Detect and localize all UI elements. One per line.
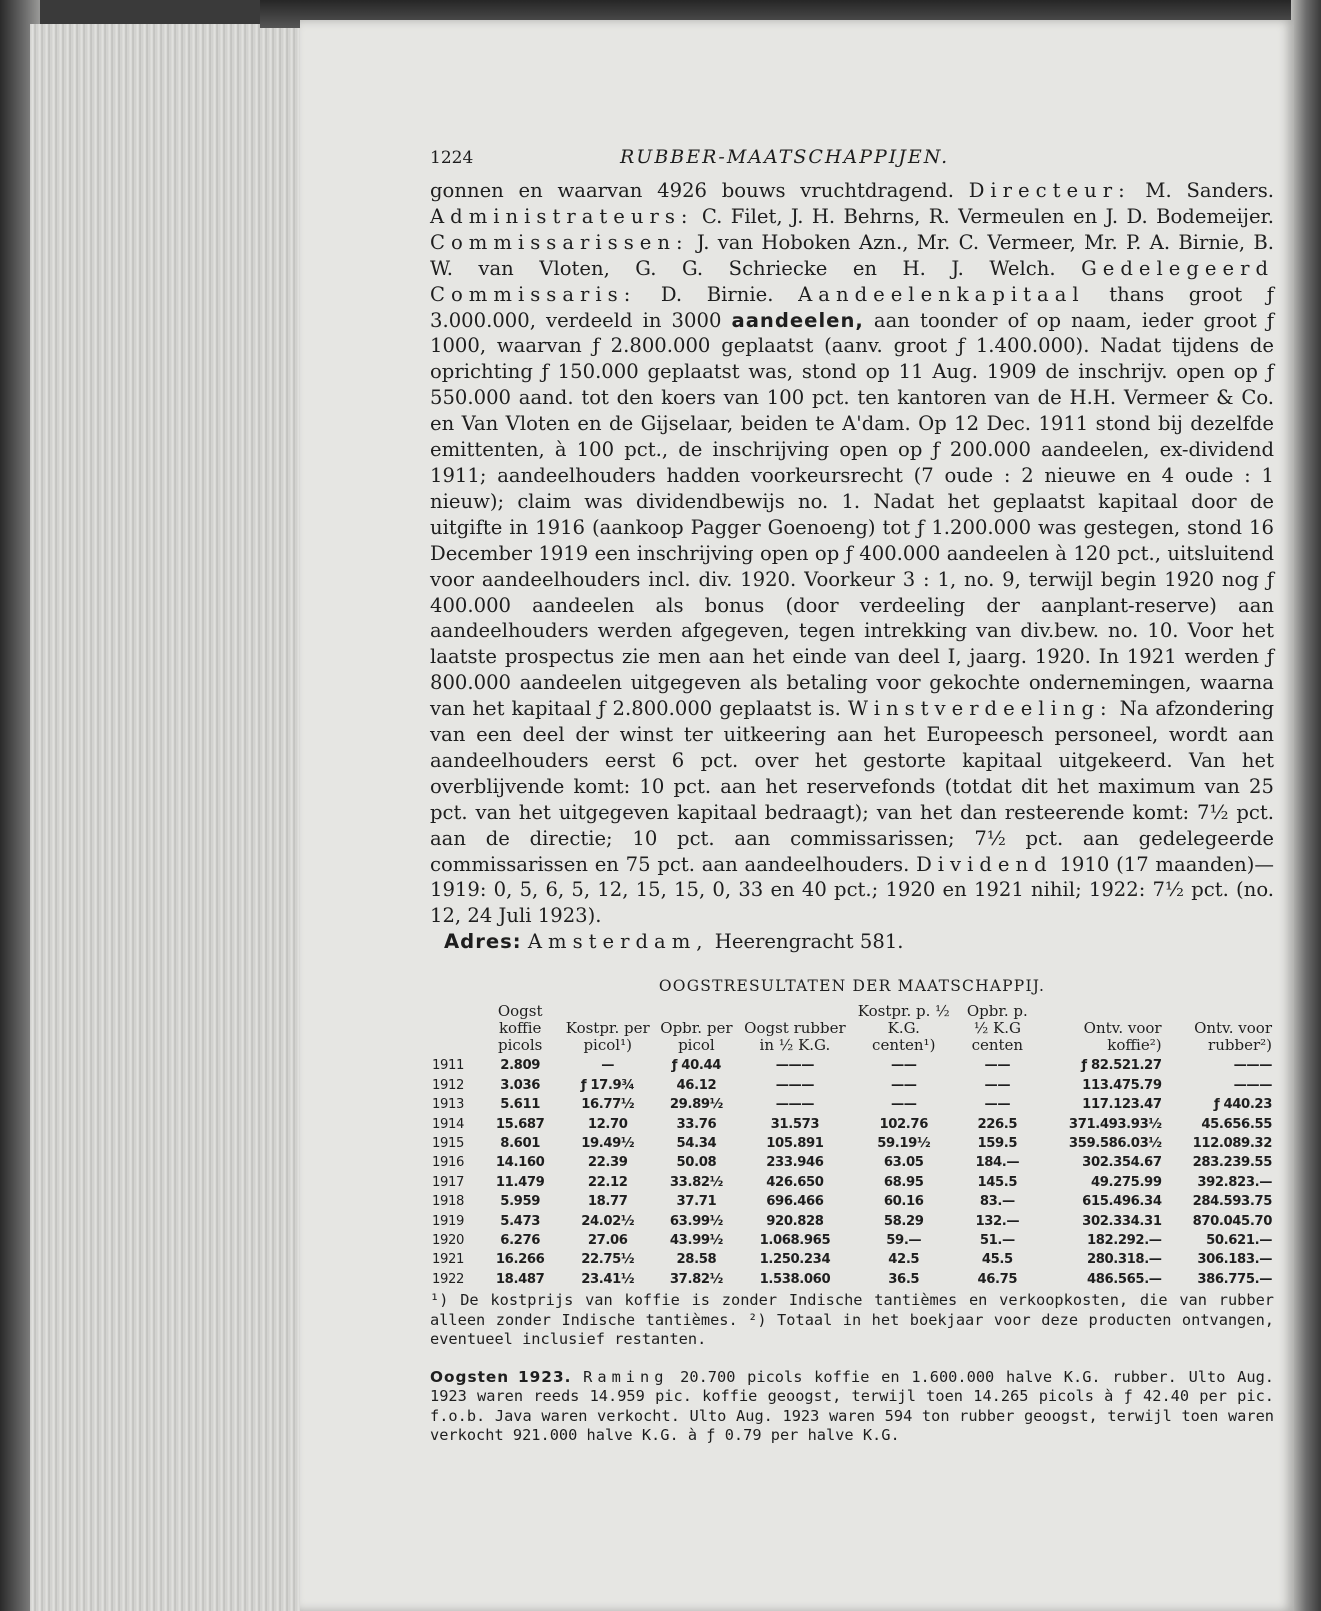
table-cell: 920.828 [766, 1213, 824, 1229]
table-cell: 145.5 [977, 1174, 1018, 1190]
table-row [430, 1173, 1274, 1192]
table-cell: 15.687 [495, 1116, 545, 1132]
table-cell: —— [890, 1058, 917, 1074]
table-cell: 112.089.32 [1192, 1135, 1272, 1151]
table-cell: ——— [775, 1097, 815, 1113]
table-cell: 51.— [979, 1232, 1015, 1248]
label-gedelegeerd: Gedelegeerd Commissaris: [430, 256, 1274, 306]
table-cell: —— [890, 1097, 917, 1113]
text-segment: M. Sanders. [1130, 179, 1274, 202]
table-row [430, 1134, 1274, 1153]
table-cell: 63.99½ [669, 1213, 723, 1229]
table-row [430, 1095, 1274, 1114]
table-row [430, 1192, 1274, 1211]
table-cell: —— [984, 1097, 1011, 1113]
table-row [430, 1153, 1274, 1172]
year-cell: 1912 [432, 1077, 464, 1093]
table-cell: 426.650 [766, 1174, 824, 1190]
text-segment: aan toonder of op naam, ieder groot ƒ 1000, waarvan ƒ 2.800.000 geplaatst (aanv. groot ƒ 1.400.000). Nadat tijdens de oprichting ƒ 150.000 geplaatst was, stond op 11 Aug. 1909 de inschrijv. open op ƒ 550.000 aand. tot den koers van 100 pct. ten kantoren van de H.H. Vermeer & Co. en Van Vloten en de Gijselaar, beiden te A'dam. Op 12 Dec. 1911 stond bij dezelfde emittenten, à 100 pct., de inschrijving open op ƒ 200.000 aandeelen, ex-dividend 1911; aandeelhouders hadden voorkeursrecht (7 oude : 2 nieuwe en 4 oude : 1 nieuw); claim was dividendbewijs no. 1. Nadat het geplaatst kapitaal door de uitgifte in 1916 (aankoop Pagger Goenoeng) tot ƒ 1.200.000 was gestegen, stond 16 December 1919 een inschrijving open op ƒ 400.000 aandeelen à 120 pct., uitsluitend voor aandeelhouders incl. div. 1920. Voorkeur 3 : 1, no. 9, terwijl begin 1920 nog ƒ 400.000 aandeelen als bonus (door verdeeling der aanplant-reserve) aan aandeelhouders werden afgegeven, tegen intrekking van div.bew. no. 10. Voor het laatste prospectus zie men aan het einde van deel I, jaarg. 1920. In 1921 werden ƒ 800.000 aandeelen uitgegeven als betaling voor gekochte ondernemingen, waarna van het kapitaal ƒ 2.800.000 geplaatst is. [430, 308, 1274, 721]
table-cell: ——— [775, 1077, 815, 1093]
table-cell: 63.05 [883, 1155, 924, 1171]
table-cell: 54.34 [676, 1135, 717, 1151]
table-cell: 50.621.— [1206, 1232, 1272, 1248]
table-cell: ——— [1233, 1058, 1272, 1074]
column-header: Ontv. voor rubber²) [1194, 1019, 1272, 1055]
table-cell: 59.— [886, 1232, 922, 1248]
table-cell: 11.479 [495, 1174, 545, 1190]
table-cell: 37.82½ [669, 1271, 723, 1287]
year-cell: 1911 [432, 1058, 464, 1074]
table-cell: 45.656.55 [1201, 1116, 1272, 1132]
year-cell: 1916 [432, 1155, 464, 1171]
table-cell: 2.809 [500, 1058, 541, 1074]
table-cell: 696.466 [766, 1194, 824, 1210]
oogsten-label: Oogsten 1923. [430, 1367, 572, 1386]
table-cell: 284.593.75 [1192, 1194, 1272, 1210]
table-cell: ƒ 17.9¾ [580, 1077, 635, 1093]
page-number: 1224 [430, 148, 474, 168]
table-cell: 59.19½ [877, 1135, 931, 1151]
table-cell: 306.183.— [1197, 1252, 1272, 1268]
table-cell: 83.— [979, 1194, 1015, 1210]
table-cell: —— [984, 1058, 1011, 1074]
table-cell: 16.77½ [581, 1097, 635, 1113]
text-segment: Na afzondering van een deel der winst ter uitkeering aan het Europeesch personeel, wordt aan aandeelhouders eerst 6 pct. over het gestorte kapitaal uitgekeerd. Van het overblijvende komt: 10 pct. aan het reservefonds (totdat dit het maximum van 25 pct. van het uitgegeven kapitaal bedraagt); van het dan resteerende komt: 7½ pct. aan de directie; 10 pct. aan commissarissen; 7½ pct. aan gedelegeerde commissarissen en 75 pct. aan aandeelhouders. [430, 697, 1275, 876]
table-cell: 3.036 [500, 1077, 541, 1093]
company-description [430, 178, 1274, 929]
address-street: Heerengracht 581. [708, 930, 904, 954]
table-cell: 5.611 [500, 1097, 541, 1113]
year-cell: 1920 [432, 1232, 464, 1248]
table-cell: 14.160 [495, 1155, 545, 1171]
table-cell: 6.276 [500, 1232, 541, 1248]
table-header-row [430, 1003, 1274, 1056]
table-cell: 46.12 [676, 1077, 717, 1093]
column-header: Oogst rubber in ½ K.G. [744, 1019, 846, 1055]
table-cell: ——— [775, 1058, 815, 1074]
text-segment: C. Filet, J. H. Behrns, R. Vermeulen en J. D. Bodemeijer. [693, 204, 1274, 228]
table-cell: 302.354.67 [1082, 1155, 1162, 1171]
column-header: Ontv. voor koffie²) [1083, 1019, 1162, 1055]
text-segment: 1910 (17 maanden)—1919: 0, 5, 6, 5, 12, 15, 15, 0, 33 en 40 pct.; 1920 en 1921 nihil; 1922: 7½ pct. (no. 12, 24 Juli 1923). [430, 852, 1274, 928]
page-header [430, 130, 1274, 170]
table-cell: 27.06 [587, 1232, 628, 1248]
table-cell: 371.493.93½ [1068, 1116, 1162, 1132]
table-cell: 159.5 [977, 1135, 1018, 1151]
table-cell: 1.250.234 [759, 1252, 831, 1268]
year-cell: 1915 [432, 1135, 464, 1151]
year-cell: 1919 [432, 1213, 464, 1229]
table-cell: 36.5 [888, 1271, 920, 1287]
table-cell: 283.239.55 [1192, 1155, 1272, 1171]
table-cell: — [601, 1058, 615, 1074]
table-cell: 18.77 [587, 1194, 628, 1210]
year-cell: 1917 [432, 1174, 464, 1190]
year-cell: 1922 [432, 1271, 464, 1287]
harvest-1923-note [430, 1368, 1274, 1446]
address-city: Amsterdam, [527, 930, 709, 954]
text-segment: J. van Hoboken Azn., Mr. C. Vermeer, Mr. P. A. Birnie, B. W. van Vloten, G. G. Schriecke en H. J. Welch. [430, 230, 1274, 280]
table-cell: 31.573 [770, 1116, 820, 1132]
table-cell: 45.5 [981, 1252, 1013, 1268]
table-cell: 33.82½ [669, 1174, 723, 1190]
table-cell: 33.76 [676, 1116, 717, 1132]
table-cell: 60.16 [883, 1194, 924, 1210]
table-cell: 37.71 [676, 1194, 717, 1210]
table-cell: 24.02½ [581, 1213, 635, 1229]
text-segment: thans groot ƒ 3.000.000, verdeeld in 3000 [430, 282, 1274, 332]
table-cell: ƒ 440.23 [1213, 1097, 1272, 1113]
address-line [444, 929, 1274, 955]
right-edge [1291, 0, 1321, 1611]
label-directeur: Directeur: [968, 179, 1131, 202]
table-title: OOGSTRESULTATEN DER MAATSCHAPPIJ. [658, 977, 1046, 996]
label-dividend: Dividend [916, 852, 1053, 876]
table-cell: 58.29 [883, 1213, 924, 1229]
table-cell: 29.89½ [669, 1097, 723, 1113]
table-row [430, 1076, 1274, 1095]
table-cell: 68.95 [883, 1174, 924, 1190]
table-cell: 46.75 [977, 1271, 1018, 1287]
year-cell: 1918 [432, 1194, 464, 1210]
table-cell: 226.5 [977, 1116, 1018, 1132]
table-cell: 132.— [975, 1213, 1020, 1229]
year-cell: 1914 [432, 1116, 464, 1132]
table-row [430, 1115, 1274, 1134]
table-cell: 233.946 [766, 1155, 824, 1171]
table-row [430, 1270, 1274, 1289]
table-cell: 19.49½ [581, 1135, 635, 1151]
text-segment: gonnen en waarvan 4926 bouws vruchtdragend. [430, 179, 969, 202]
table-cell: 50.08 [676, 1155, 717, 1171]
table-cell: 8.601 [500, 1135, 541, 1151]
page-edges [30, 24, 330, 1611]
year-cell: 1921 [432, 1252, 464, 1268]
table-cell: 117.123.47 [1082, 1097, 1162, 1113]
table-cell: 49.275.99 [1090, 1174, 1162, 1190]
table-cell: ƒ 82.521.27 [1081, 1058, 1162, 1074]
table-cell: 18.487 [495, 1271, 545, 1287]
table-cell: 16.266 [495, 1252, 545, 1268]
table-cell: ƒ 40.44 [671, 1058, 722, 1074]
column-header: Kostpr. p. ½ K.G. centen¹) [857, 1002, 950, 1055]
book-page [300, 20, 1294, 1611]
column-header: Kostpr. per picol¹) [565, 1019, 650, 1055]
table-cell: 1.068.965 [759, 1232, 831, 1248]
label-administrateurs: Administrateurs: [430, 204, 694, 228]
oogsten-text: 20.700 picols koffie en 1.600.000 halve K.G. rubber. Ulto Aug. 1923 waren reeds 14.959 pic. koffie geoogst, terwijl toen 14.265 picols à ƒ 42.40 per pic. f.o.b. Java waren verkocht. Ulto Aug. 1923 waren 594 ton rubber geoogst, terwijl toen waren verkocht 921.000 halve K.G. à ƒ 0.79 per halve K.G. [430, 1367, 1274, 1445]
table-row [430, 1231, 1274, 1250]
table-cell: 102.76 [879, 1116, 928, 1132]
address-label: Adres: [444, 930, 522, 954]
year-cell: 1913 [432, 1097, 464, 1113]
table-cell: 22.75½ [581, 1252, 635, 1268]
running-title: RUBBER-MAATSCHAPPIJEN. [620, 146, 950, 168]
table-cell: 42.5 [888, 1252, 920, 1268]
table-body [430, 1056, 1274, 1289]
table-cell: 43.99½ [669, 1232, 723, 1248]
table-cell: 615.496.34 [1082, 1194, 1162, 1210]
column-header: Opbr. per picol [660, 1019, 733, 1055]
label-winstverdeeling: Winstverdeeling: [847, 697, 1113, 721]
label-aandeelenkapitaal: Aandeelenkapitaal [798, 282, 1085, 306]
table-cell: —— [890, 1077, 917, 1093]
table-cell: 359.586.03½ [1068, 1135, 1162, 1151]
column-header: Oogst koffie picols [497, 1002, 543, 1055]
column-header [430, 1003, 480, 1056]
harvest-results-table [430, 1003, 1274, 1289]
table-cell: 23.41½ [581, 1271, 635, 1287]
table-cell: 1.538.060 [759, 1271, 831, 1287]
table-cell: 105.891 [766, 1135, 824, 1151]
column-header: Opbr. p. ½ K.G centen [966, 1002, 1028, 1055]
label-commissarissen: Commissarissen: [430, 230, 689, 254]
table-cell: 22.12 [587, 1174, 628, 1190]
table-cell: 22.39 [587, 1155, 628, 1171]
text-segment: D. Birnie. [636, 282, 799, 306]
table-cell: 182.292.— [1086, 1232, 1162, 1248]
table-cell: 386.775.— [1197, 1271, 1272, 1287]
table-row [430, 1056, 1274, 1075]
table-cell: ——— [1233, 1077, 1272, 1093]
table-cell: 113.475.79 [1082, 1077, 1162, 1093]
table-cell: 28.58 [676, 1252, 717, 1268]
label-aandeelen: aandeelen, [731, 308, 864, 332]
table-cell: 280.318.— [1086, 1252, 1162, 1268]
table-footnote: ¹) De kostprijs van koffie is zonder Indische tantièmes en verkoopkosten, die van rubber alleen zonder Indische tantièmes. ²) Totaal in het boekjaar voor deze producten ontvangen, eventueel inclusief restanten. [430, 1291, 1274, 1349]
raming-label: Raming [583, 1367, 669, 1386]
table-cell: 392.823.— [1197, 1174, 1272, 1190]
table-cell: 486.565.— [1086, 1271, 1162, 1287]
table-cell: 870.045.70 [1192, 1213, 1272, 1229]
table-cell: 12.70 [587, 1116, 628, 1132]
page-content [430, 130, 1274, 1446]
table-cell: 5.473 [500, 1213, 541, 1229]
table-row [430, 1212, 1274, 1231]
table-cell: 302.334.31 [1082, 1213, 1162, 1229]
table-cell: 184.— [975, 1155, 1020, 1171]
table-cell: —— [984, 1077, 1011, 1093]
table-cell: 5.959 [500, 1194, 541, 1210]
table-row [430, 1250, 1274, 1269]
